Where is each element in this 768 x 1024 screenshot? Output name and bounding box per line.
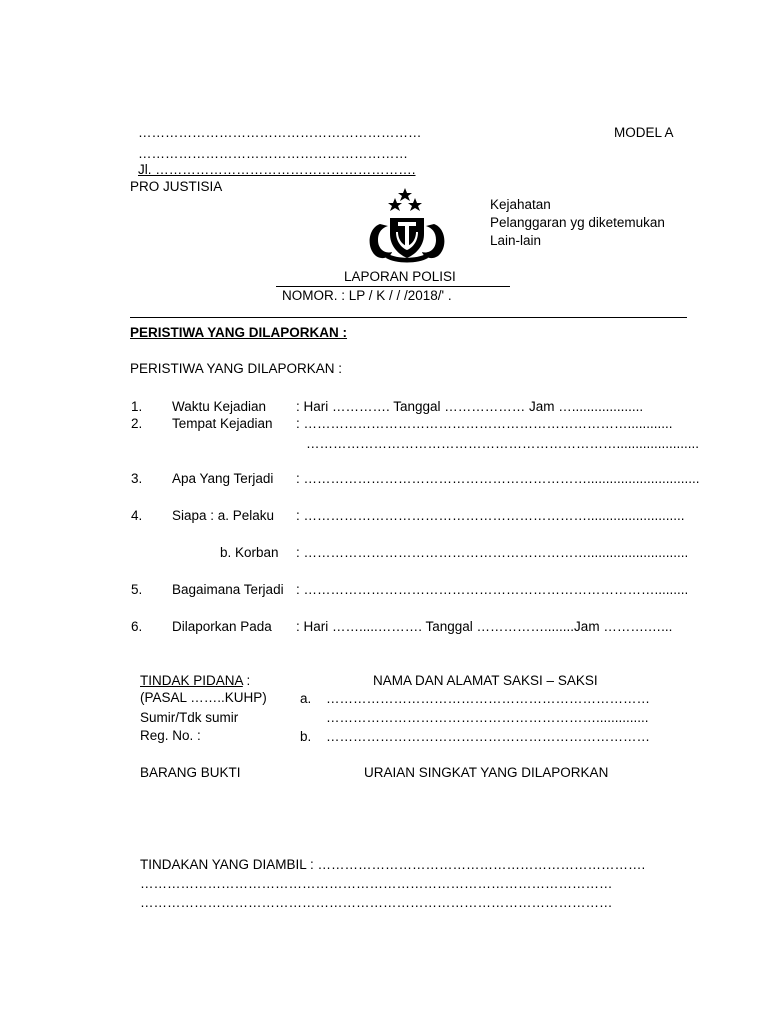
- tindak-pidana-title: TINDAK PIDANA: [140, 673, 243, 688]
- title-underline: [276, 286, 510, 287]
- item-value: : ………………………………………………………...........................: [296, 545, 689, 560]
- tindak-pidana-colon: :: [242, 673, 251, 688]
- item-label: Apa Yang Terjadi: [172, 471, 274, 486]
- item-label: b. Korban: [220, 545, 279, 560]
- header-dotted-line-2: ……………………………………………………: [138, 146, 408, 161]
- item-value: : ………………………………………………………………............: [296, 416, 673, 431]
- tindakan-line-1: TINDAKAN YANG DIAMBIL : ……………………………………………………………….: [140, 857, 646, 872]
- reg-no-field: Reg. No. :: [140, 728, 201, 743]
- tindak-pidana-heading: [140, 673, 250, 689]
- item-number: 3.: [131, 471, 143, 486]
- saksi-a-label: a.: [300, 691, 312, 706]
- item-value: : Hari …………. Tanggal ……………… Jam …...................: [296, 399, 644, 414]
- model-label: MODEL A: [614, 125, 674, 140]
- item-label: Tempat Kejadian: [172, 416, 273, 431]
- report-number: NOMOR. : LP / K / / /2018/' .: [282, 288, 452, 303]
- category-lain-lain: Lain-lain: [490, 233, 542, 248]
- report-title: LAPORAN POLISI: [344, 269, 456, 284]
- item-number: 2.: [131, 416, 143, 431]
- item-number: 5.: [131, 582, 143, 597]
- tindakan-line-3: ……………………………………………………………………………………………: [140, 895, 613, 910]
- item-label: Waktu Kejadian: [172, 399, 267, 414]
- header-address-line: Jl. ………………………………………………….: [138, 162, 416, 177]
- item-value-continuation: ……………………………………………………………......................: [306, 436, 700, 451]
- barang-bukti-heading: BARANG BUKTI: [140, 765, 241, 780]
- item-label: Bagaimana Terjadi: [172, 582, 284, 597]
- item-number: 6.: [131, 619, 143, 634]
- tindakan-line-2: ……………………………………………………………………………………………: [140, 876, 613, 891]
- saksi-b-label: b.: [300, 729, 312, 744]
- pro-justisia-label: PRO JUSTISIA: [130, 179, 223, 194]
- sumir-field: Sumir/Tdk sumir: [140, 710, 239, 725]
- uraian-heading: URAIAN SINGKAT YANG DILAPORKAN: [364, 765, 609, 780]
- item-value: : …………………………………………………………………….........: [296, 582, 689, 597]
- item-value: : ………………………………………………………..............................: [296, 471, 700, 486]
- item-number: 4.: [131, 508, 143, 523]
- saksi-a-value-continuation: ……………………………………………………..............: [326, 710, 649, 725]
- category-pelanggaran: Pelanggaran yg diketemukan: [490, 215, 665, 230]
- item-value: : ………………………………………………………..........................: [296, 508, 685, 523]
- header-dotted-line-1: ………………………………………………………: [138, 125, 422, 140]
- saksi-heading: NAMA DAN ALAMAT SAKSI – SAKSI: [373, 673, 598, 688]
- item-label: Siapa : a. Pelaku: [172, 508, 275, 523]
- horizontal-rule: [130, 317, 687, 318]
- police-emblem-icon: [360, 184, 454, 266]
- item-label: Dilaporkan Pada: [172, 619, 272, 634]
- pasal-field: (PASAL ……..KUHP): [140, 690, 267, 705]
- section-heading: PERISTIWA YANG DILAPORKAN :: [130, 325, 348, 340]
- item-value: : Hari …….....………. Tanggal ……………........Jam ……….…...: [296, 619, 673, 634]
- category-kejahatan: Kejahatan: [490, 197, 551, 212]
- item-number: 1.: [131, 399, 143, 414]
- saksi-a-value: ………………………………………………………………: [326, 691, 650, 706]
- section-intro: PERISTIWA YANG DILAPORKAN :: [130, 361, 343, 376]
- saksi-b-value: ………………………………………………………………: [326, 729, 650, 744]
